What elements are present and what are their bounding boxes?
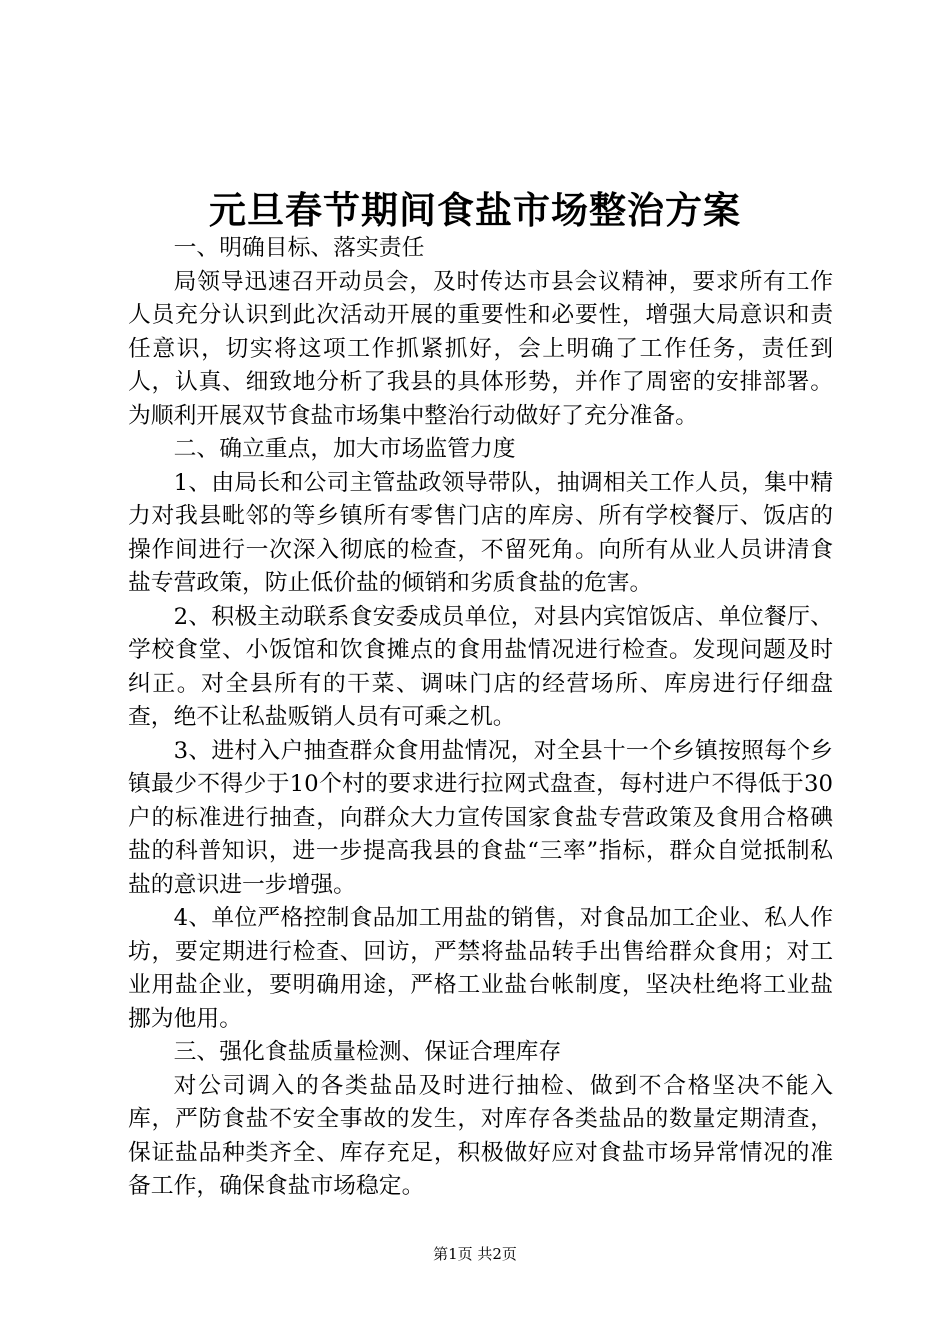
document-body	[128, 232, 833, 1204]
page-footer: 第1页 共2页	[433, 1245, 517, 1263]
paragraph: 对公司调入的各类盐品及时进行抽检、做到不合格坚决不能入库，严防食盐不安全事故的发生，对库存各类盐品的数量定期清查，保证盐品种类齐全、库存充足，积极做好应对食盐市场异常情况的准备工作，确保食盐市场稳定。	[128, 1072, 833, 1199]
paragraph: 2、积极主动联系食安委成员单位，对县内宾馆饭店、单位餐厅、学校食堂、小饭馆和饮食摊点的食用盐情况进行检查。发现问题及时纠正。对全县所有的干菜、调味门店的经营场所、库房进行仔细盘查，绝不让私盐贩销人员有可乘之机。	[128, 603, 833, 730]
section-heading-2: 二、确立重点，加大市场监管力度	[173, 436, 516, 462]
section-heading-1: 一、明确目标、落实责任	[173, 235, 425, 261]
paragraph: 3、进村入户抽查群众食用盐情况，对全县十一个乡镇按照每个乡镇最少不得少于10个村的要求进行拉网式盘查，每村进户不得低于30户的标准进行抽查，向群众大力宣传国家食盐专营政策及食用合格碘盐的科普知识，进一步提高我县的食盐“三率”指标，群众自觉抵制私盐的意识进一步增强。	[128, 737, 833, 898]
paragraph: 1、由局长和公司主管盐政领导带队，抽调相关工作人员，集中精力对我县毗邻的等乡镇所有零售门店的库房、所有学校餐厅、饭店的操作间进行一次深入彻底的检查，不留死角。向所有从业人员讲清食盐专营政策，防止低价盐的倾销和劣质食盐的危害。	[128, 469, 833, 596]
paragraph: 4、单位严格控制食品加工用盐的销售，对食品加工企业、私人作坊，要定期进行检查、回访，严禁将盐品转手出售给群众食用；对工业用盐企业，要明确用途，严格工业盐台帐制度，坚决杜绝将工业盐挪为他用。	[128, 905, 833, 1032]
document-title: 元旦春节期间食盐市场整治方案	[209, 188, 741, 232]
section-heading-3: 三、强化食盐质量检测、保证合理库存	[173, 1039, 562, 1065]
paragraph: 局领导迅速召开动员会，及时传达市县会议精神，要求所有工作人员充分认识到此次活动开展的重要性和必要性，增强大局意识和责任意识，切实将这项工作抓紧抓好，会上明确了工作任务，责任到人，认真、细致地分析了我县的具体形势，并作了周密的安排部署。为顺利开展双节食盐市场集中整治行动做好了充分准备。	[128, 268, 833, 429]
